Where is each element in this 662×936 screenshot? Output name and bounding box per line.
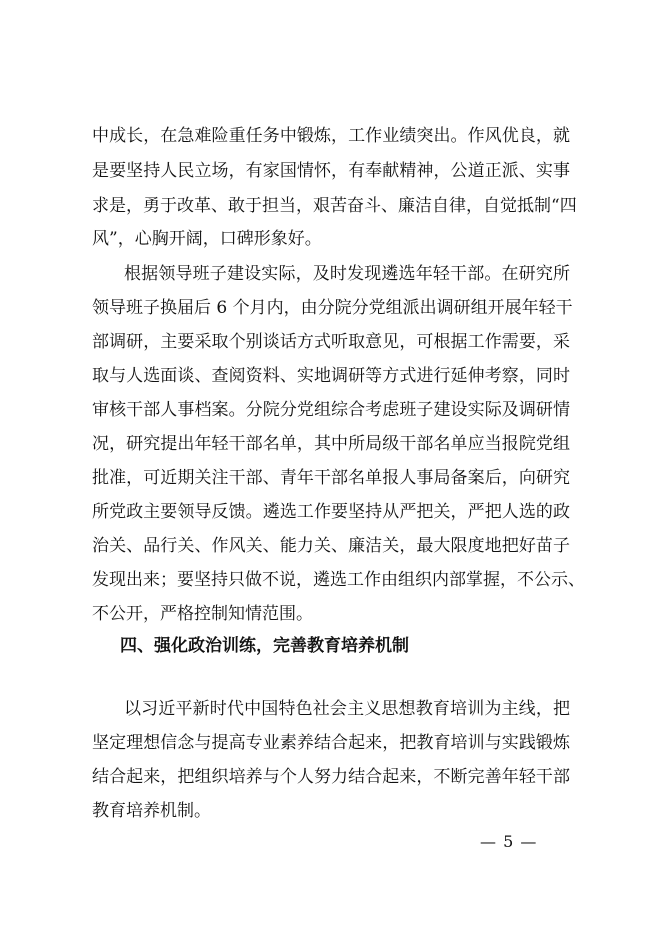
paragraph-3-line: 结合起来，把组织培养与个人努力结合起来，不断完善年轻干部	[92, 767, 570, 787]
paragraph-2-line: 况，研究提出年轻干部名单，其中所局级干部名单应当报院党组	[92, 434, 570, 454]
paragraph-2-line: 根据领导班子建设实际，及时发现遴选年轻干部。在研究所	[124, 264, 570, 284]
paragraph-2-line: 治关、品行关、作风关、能力关、廉洁关，最大限度地把好苗子	[92, 536, 570, 556]
paragraph-2-line: 审核干部人事档案。分院分党组综合考虑班子建设实际及调研情	[92, 400, 570, 420]
paragraph-3-line: 坚定理想信念与提高专业素养结合起来，把教育培训与实践锻炼	[92, 733, 570, 753]
paragraph-2-line: 不公开，严格控制知情范围。	[92, 604, 313, 624]
paragraph-2-line: 所党政主要领导反馈。遴选工作要坚持从严把关，严把人选的政	[92, 502, 570, 522]
paragraph-1-line: 是要坚持人民立场，有家国情怀，有奉献精神，公道正派、实事	[92, 161, 570, 181]
paragraph-2-line: 取与人选面谈、查阅资料、实地调研等方式进行延伸考察，同时	[92, 366, 570, 386]
paragraph-1-line: 风”，心胸开阔，口碑形象好。	[92, 229, 322, 249]
section-heading: 四、强化政治训练，完善教育培养机制	[120, 636, 409, 656]
paragraph-2-line: 发现出来；要坚持只做不说，遴选工作由组织内部掌握，不公示、	[92, 570, 585, 590]
paragraph-2-line: 部调研，主要采取个别谈话方式听取意见，可根据工作需要，采	[92, 332, 570, 352]
paragraph-3-line: 教育培养机制。	[92, 801, 211, 821]
paragraph-1-line: 求是，勇于改革、敢于担当，艰苦奋斗、廉洁自律，自觉抵制“四	[92, 196, 577, 216]
paragraph-3-line: 以习近平新时代中国特色社会主义思想教育培训为主线，把	[124, 699, 570, 719]
page-number: — 5 —	[480, 832, 538, 851]
paragraph-2-line: 领导班子换届后 6 个月内，由分院分党组派出调研组开展年轻干	[92, 298, 573, 318]
paragraph-1-line: 中成长，在急难险重任务中锻炼，工作业绩突出。作风优良，就	[92, 126, 570, 146]
paragraph-2-line: 批准，可近期关注干部、青年干部名单报人事局备案后，向研究	[92, 468, 570, 488]
